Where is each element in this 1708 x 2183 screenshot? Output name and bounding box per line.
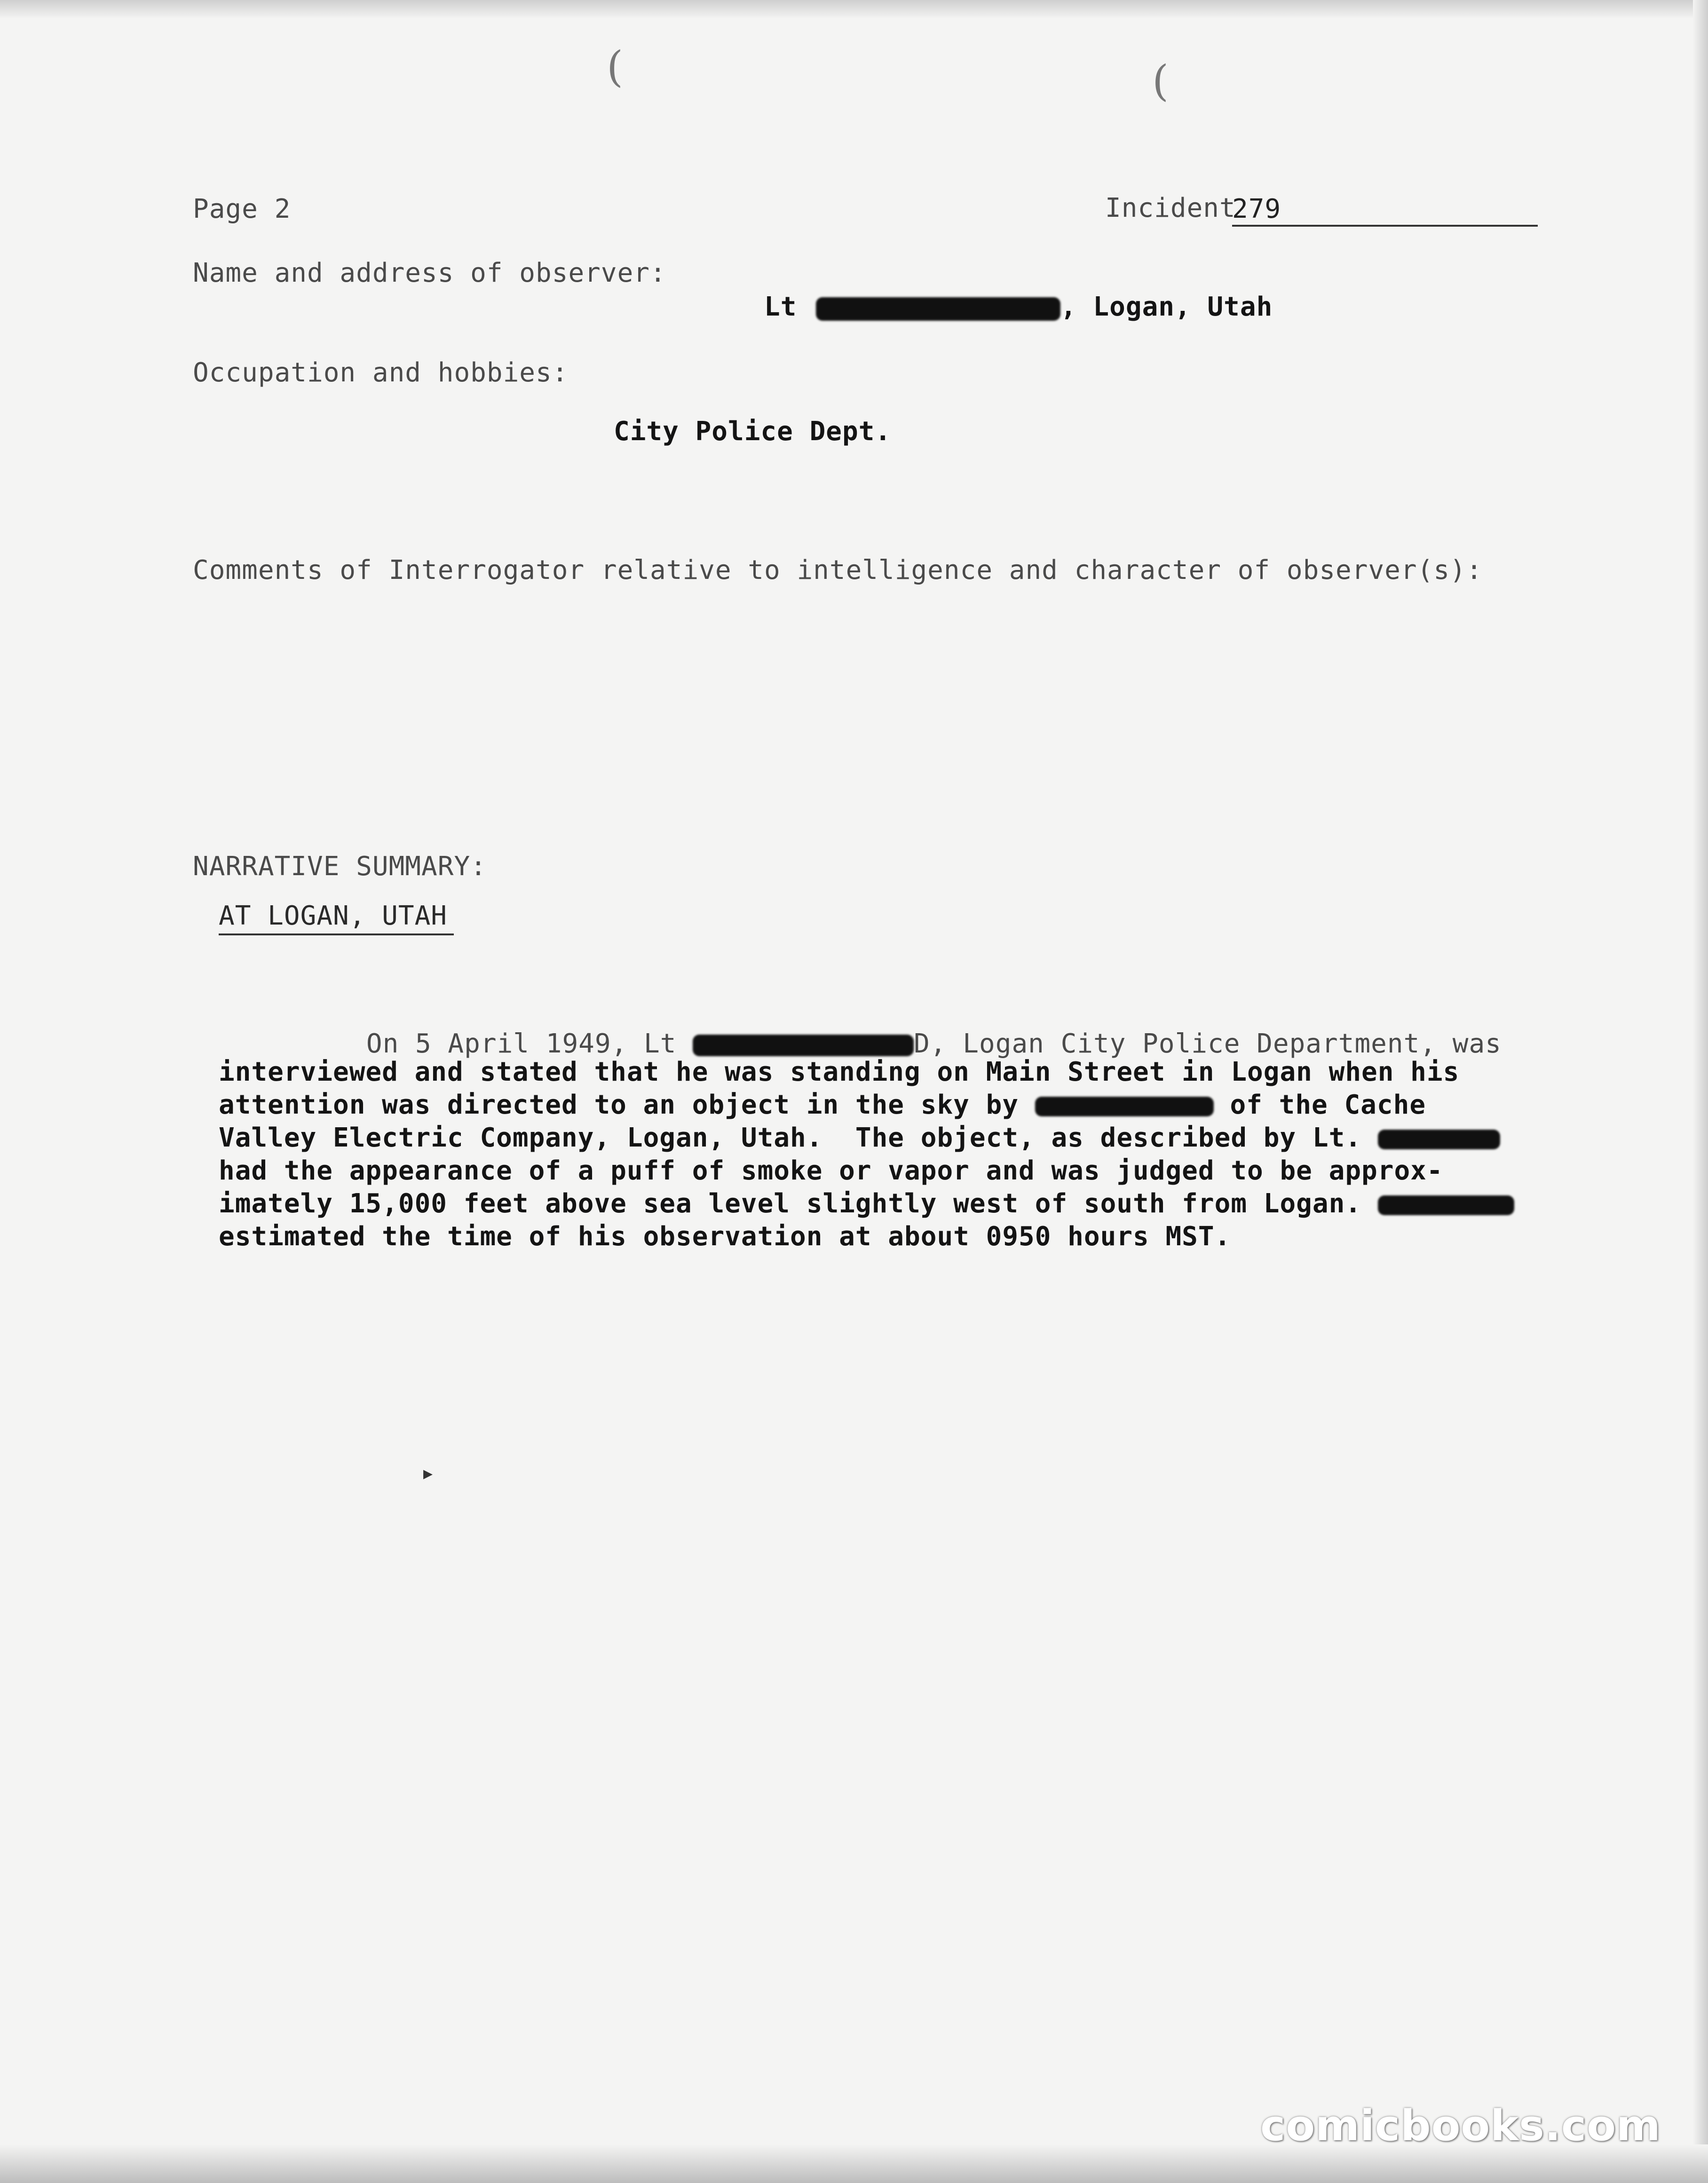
narrative-line-1-start: On 5 April 1949, Lt	[366, 1028, 693, 1059]
comments-label: Comments of Interrogator relative to intelligence and character of observer(s):	[193, 555, 1483, 585]
scan-edge-right	[1693, 0, 1708, 2183]
redaction-bar	[816, 297, 1060, 321]
narrative-line-6-start: imately 15,000 feet above sea level slightly west of south from Logan.	[219, 1188, 1378, 1219]
observer-label: Name and address of observer:	[193, 258, 666, 288]
location-heading: AT LOGAN, UTAH	[219, 901, 448, 931]
occupation-value: City Police Dept.	[614, 416, 892, 447]
redaction-bar	[1378, 1130, 1500, 1149]
narrative-line-5: had the appearance of a puff of smoke or vapor and was judged to be approx-	[219, 1155, 1443, 1186]
observer-prefix: Lt	[764, 292, 797, 322]
narrative-line-4-start: Valley Electric Company, Logan, Utah. The object, as described by Lt.	[219, 1123, 1378, 1153]
incident-underline	[1232, 225, 1538, 227]
narrative-line-3	[219, 1089, 1582, 1122]
location-underline	[219, 933, 454, 935]
narrative-line-2: interviewed and stated that he was standing on Main Street in Logan when his	[219, 1057, 1460, 1087]
narrative-line-3-start: attention was directed to an object in the sky by	[219, 1090, 1035, 1120]
narrative-line-1-end: D, Logan City Police Department, was	[914, 1028, 1502, 1059]
redaction-bar	[1378, 1195, 1514, 1215]
incident-number: 279	[1232, 194, 1281, 224]
redaction-bar	[1035, 1097, 1214, 1116]
scan-edge-top	[0, 0, 1708, 19]
narrative-paragraph	[219, 1056, 1582, 1253]
narrative-heading: NARRATIVE SUMMARY:	[193, 851, 487, 882]
narrative-line-3-end: of the Cache	[1213, 1090, 1426, 1120]
watermark: comicbooks.com	[1260, 2101, 1661, 2151]
scan-mark: ▸	[423, 1463, 433, 1484]
incident-label: Incident	[1105, 193, 1236, 223]
scan-mark: (	[1152, 56, 1169, 106]
observer-location: , Logan, Utah	[1060, 292, 1273, 322]
narrative-line-6	[219, 1187, 1582, 1220]
occupation-label: Occupation and hobbies:	[193, 357, 569, 388]
narrative-line-7: estimated the time of his observation at about 0950 hours MST.	[219, 1221, 1231, 1252]
redaction-bar	[693, 1035, 914, 1056]
page-number: Page 2	[193, 194, 291, 224]
scan-mark: (	[607, 42, 624, 92]
narrative-line-4	[219, 1122, 1582, 1155]
